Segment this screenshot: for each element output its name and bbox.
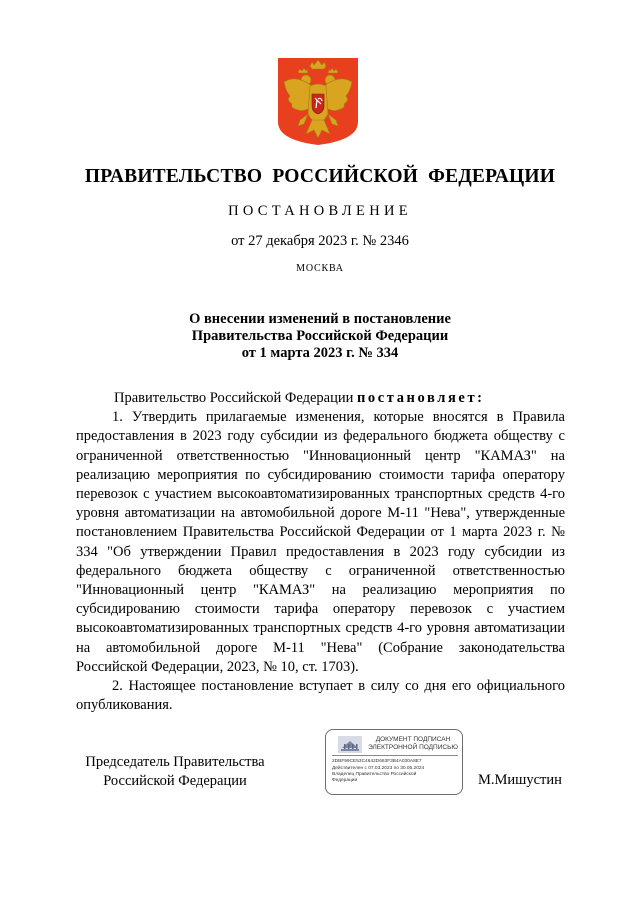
esig-divider <box>332 755 458 756</box>
subject-line: Правительства Российской Федерации <box>191 328 449 344</box>
signer-name: М.Мишустин <box>478 772 562 788</box>
document-city: МОСКВА <box>296 263 344 274</box>
electronic-signature-stamp <box>325 729 463 795</box>
subject-line: О внесении изменений в постановление <box>189 311 451 327</box>
esig-title-line: ЭЛЕКТРОННОЙ ПОДПИСЬЮ <box>368 744 458 751</box>
item-2-paragraph: 2. Настоящее постановление вступает в силу со дня его официального опубликования. <box>76 678 565 714</box>
document-type: ПОСТАНОВЛЕНИЕ <box>228 203 412 219</box>
subject-line: от 1 марта 2023 г. № 334 <box>241 345 399 361</box>
intro-paragraph <box>76 389 565 408</box>
item-1-paragraph: 1. Утвердить прилагаемые изменения, которые вносятся в Правила предоставления в 2023 году субсидии из федерального бюджета обществу с ограниченной ответственностью "Инновационный центр "КАМАЗ" на реализацию мероприятия по субсидированию стоимости тарифа оператору перевозок с участием высокоавтоматизированных транспортных средств 4-го уровня автоматизации на автомобильной дороге М-11 "Нева", утвержденные постановлением Правительства Российской Федерации от 1 марта 2023 г. № 334 "Об утверждении Правил предоставления в 2023 году субсидии из федерального бюджета обществу с ограниченной ответственностью "Инновационный центр "КАМАЗ" на реализацию мероприятия по субсидированию стоимости тарифа оператору перевозок с участием высокоавтоматизированных транспортных средств 4-го уровня автоматизации на автомобильной дороге М-11 "Нева" (Собрание законодательства Российской Федерации, 2023, № 10, ст. 1703). <box>76 409 565 675</box>
document-date-number: от 27 декабря 2023 г. № 2346 <box>231 233 409 249</box>
esig-validity: Действителен с 07.03.2023 по 30.05.2024 <box>332 766 425 771</box>
government-title: ПРАВИТЕЛЬСТВО РОССИЙСКОЙ ФЕДЕРАЦИИ <box>84 166 556 187</box>
document-body <box>76 389 565 715</box>
document-subject <box>0 311 640 362</box>
signer-position-line: Российской Федерации <box>103 773 247 789</box>
signer-position <box>80 753 270 791</box>
coat-of-arms-icon <box>276 56 360 146</box>
esig-serial: 2DBF99CE53C4642D663F3B4A030A8E7 <box>332 759 422 764</box>
intro-verb: постановляет: <box>356 390 485 406</box>
signer-position-line: Председатель Правительства <box>85 754 265 770</box>
esig-owner: Владелец Правительство Российской Федерации <box>332 772 417 783</box>
building-icon <box>338 736 362 753</box>
intro-text: Правительство Российской Федерации <box>114 390 357 406</box>
esig-title-line: ДОКУМЕНТ ПОДПИСАН <box>375 736 451 743</box>
esig-title <box>368 736 458 752</box>
